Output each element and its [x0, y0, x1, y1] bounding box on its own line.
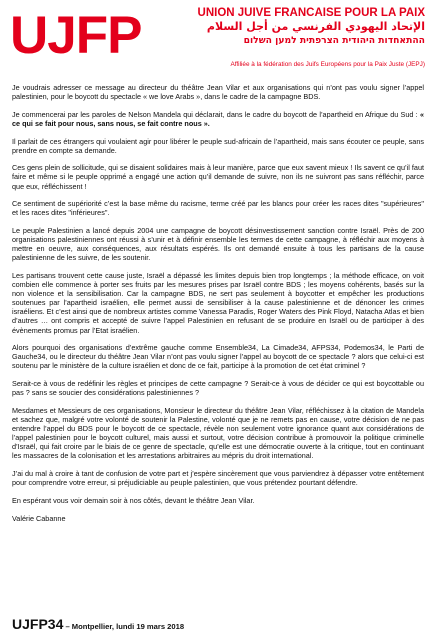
letterhead — [10, 6, 425, 76]
paragraph-superiority: Ce sentiment de supériorité c’est la base même du racisme, terme créé par les blancs pour créer les races dites "supérieures" et les races dites "inférieures". — [12, 199, 424, 218]
mandela-intro: Je commencerai par les paroles de Nelson Mandela qui déclarait, dans le cadre du boycott de l’apartheid en Afrique du Sud : — [12, 109, 420, 119]
organization-title-arabic: الإتحاد اليهودي الفرنسي من أجل السلام — [206, 20, 425, 33]
mandela-quote: « ce qui se fait pour nous, sans nous, se fait contre nous ». — [12, 109, 424, 128]
paragraph-foreigners: Il parlait de ces étrangers qui voulaient agir pour libérer le peuple sud-africain de l’apartheid, mais sans écouter ce peuple, sans prendre en compte sa demande. — [12, 136, 424, 155]
footer-brand: UJFP34 — [12, 616, 64, 632]
signature: Valérie Cabanne — [12, 513, 66, 523]
paragraph-questions: Serait-ce à vous de redéfinir les règles et principes de cette campagne ? Serait-ce à vous de décider ce qui est boycottable ou pas ? sans se soucier des considérations palestiniennes ? — [12, 379, 424, 398]
paragraph-bds-campaign: Le peuple Palestinien a lancé depuis 2004 une campagne de boycott désinvestissement sanction contre Israël. Près de 200 organisations palestiniennes ont réussi à s’unir et à définir ensemble les termes de cette campagne, à réfléchir aux moyens à mettre en oeuvre, aux conséquences, aux résultats espérés. Ils ont demandé ensuite à tous les partisans de la cause palestinienne de les suivre, de les soutenir. — [12, 226, 424, 263]
footer-place-date: – Montpellier, lundi 19 mars 2018 — [63, 622, 185, 631]
letter-body — [12, 83, 424, 529]
paragraph-address: Mesdames et Messieurs de ces organisations, Monsieur le directeur du théâtre Jean Vilar, réfléchissez à la citation de Mandela et sachez que, malgré votre volonté de soutenir la Palestine, volonté que je ne remets pas en cause, votre décision de ne pas entendre l’appel du BDS pour le boycott de ce spectacle, révèle non seulement votre ignorance quant aux considérations de l’appel palestinien pour le boycott culturel, mais aussi et surtout, votre décision contribue à promouvoir la politique criminelle d’Israël, qui fait croire par le biais de ce genre de spectacle, qu’elle est une démocratie ouverte à la critique, tout en continuant les massacres de la colonisation et les arrestations arbitraires au mépris du droit international. — [12, 405, 424, 461]
footer-line — [12, 616, 184, 634]
organization-title-hebrew: ההתאחדות היהודית הצרפתית למען השלום — [243, 35, 425, 46]
paragraph-organizations: Alors pourquoi des organisations d’extrême gauche comme Ensemble34, La Cimade34, AFPS34, Podemos34, le Parti de Gauche34, ou le directeur du théâtre Jean Vilar n’ont pas voulu signer l’appel au boycott de ce spectacle ? alors que celui-ci est soutenu par le ministère de la culture israélien et donc de ce fait, participe à la promotion de cet état criminel ? — [12, 343, 424, 371]
letterhead-titles — [165, 6, 425, 47]
paragraph-solicitude: Ces gens plein de sollicitude, qui se disaient solidaires mais à leur manière, parce que eux savent mieux ! Ils savent ce qu’il faut faire et même si le peuple opprimé a engagé une action qu’il demande de suivre, non ils ne suivront pas sans réfléchir, parce que eux, réfléchissent ! — [12, 163, 424, 191]
ujfp-logo: UJFP — [10, 6, 142, 65]
paragraph-invitation: En espérant vous voir demain soir à nos côtés, devant le théâtre Jean Vilar. — [12, 495, 255, 505]
paragraph-supporters: Les partisans trouvent cette cause juste, Israël a dépassé les limites depuis bien trop longtemps ; la méthode efficace, on voit combien elle commence à porter ses fruits par les mesures prises par Israël contre BDS ; les moyens cohérents, basés sur la non violence et la sensibilisation. Car la campagne BDS, ne sert pas seulement à boycotter et empêcher les productions soutenues par l’apartheid israélien, elle permet aussi de sensibiliser à la cause palestinienne et de dénoncer les crimes israéliens. Et c’est ainsi que de nombreux artistes comme Vanessa Paradis, Roger Waters des Pink Floyd, Natacha Atlas et bien d’autres … ont compris et accepté de suivre l’appel Palestinien en refusant de se produire en Israël ou de participer à des évènements promus par l’Etat israélien. — [12, 270, 424, 335]
paragraph-hope: J’ai du mal à croire à tant de confusion de votre part et j’espère sincèrement que vous parviendrez à dépasser votre entêtement pour comprendre votre erreur, si préjudiciable au peuple palestinien, que vous prétendez pourtant défendre. — [12, 469, 424, 488]
paragraph-mandela — [12, 110, 424, 128]
organization-title: UNION JUIVE FRANCAISE POUR LA PAIX — [197, 7, 425, 19]
paragraph-opening: Je voudrais adresser ce message au directeur du théâtre Jean Vilar et aux organisations qui n’ont pas voulu signer l’appel palestinien, pour le boycott du spectacle « we love Arabs », dans le cadre de la campagne BDS. — [12, 83, 424, 102]
affiliation-line: Affiliée à la fédération des Juifs Européens pour la Paix Juste (JEPJ) — [230, 61, 425, 68]
